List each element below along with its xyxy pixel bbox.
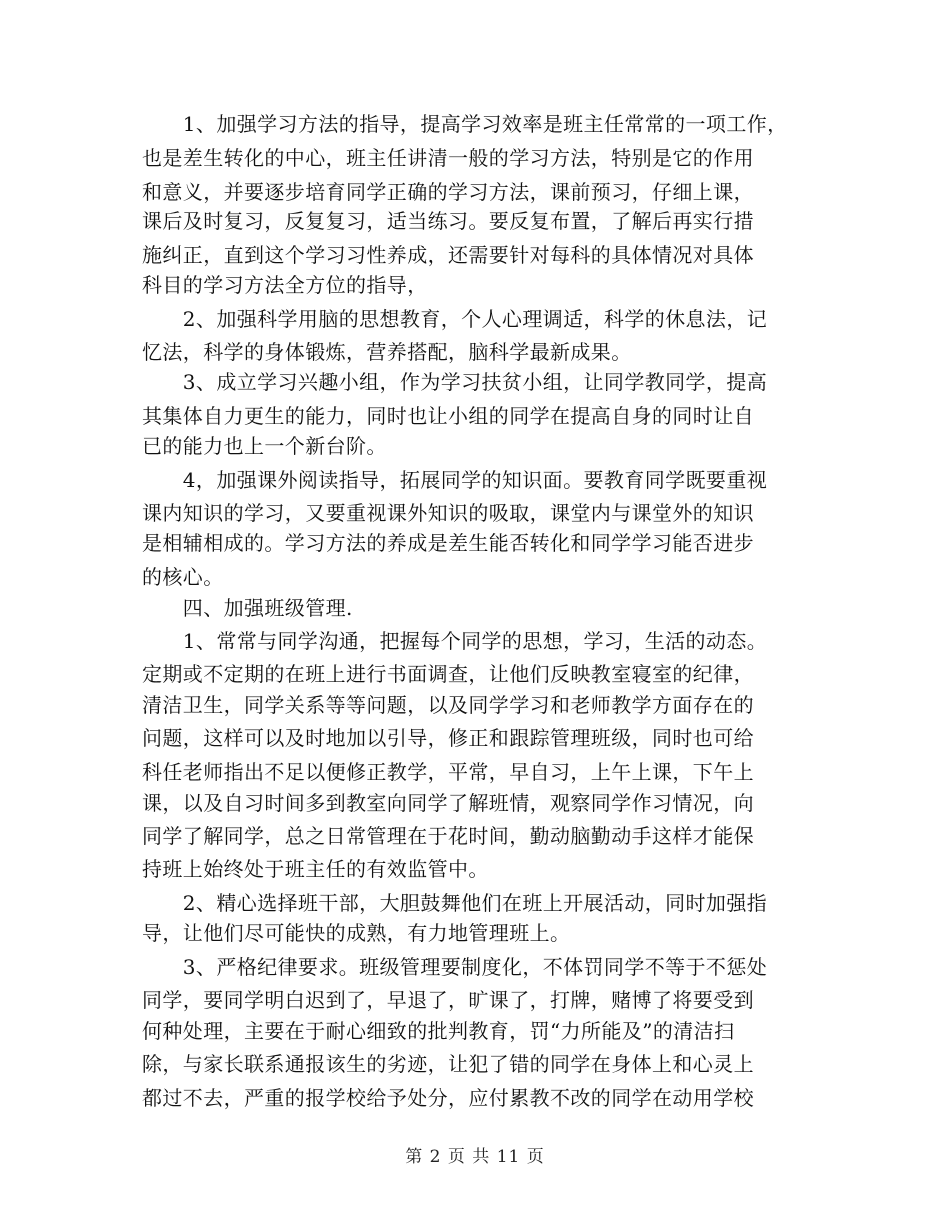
text-line: 1、常常与同学沟通，把握每个同学的思想，学习，生活的动态。 [142,629,768,653]
text-line: 和意义，并要逐步培育同学正确的学习方法，课前预习，仔细上课， [142,180,754,204]
text-line: 都过不去，严重的报学校给予处分，应付累教不改的同学在动用学校 [142,1086,754,1110]
text-line: 何种处理，主要在于耐心细致的批判教育，罚“力所能及”的清洁扫 [142,1019,735,1043]
text-line: 4，加强课外阅读指导，拓展同学的知识面。要教育同学既要重视 [142,468,768,492]
text-line: 忆法，科学的身体锻炼，营养搭配，脑科学最新成果。 [142,340,632,364]
text-line: 课内知识的学习，又要重视课外知识的吸取，课堂内与课堂外的知识 [142,501,754,525]
text-line: 定期或不定期的在班上进行书面调查，让他们反映教室寝室的纪律， [142,662,754,686]
text-line: 同学，要同学明白迟到了，早退了，旷课了，打牌，赌博了将要受到 [142,988,754,1012]
page-number-footer: 第 2 页 共 11 页 [405,1147,545,1167]
text-line: 科目的学习方法全方位的指导， [142,273,428,297]
text-line: 导，让他们尽可能快的成熟，有力地管理班上。 [142,921,571,945]
text-line: 3、成立学习兴趣小组，作为学习扶贫小组，让同学教同学，提高 [142,370,768,394]
text-line: 课，以及自习时间多到教室向同学了解班情，观察同学作习情况，向 [142,791,754,815]
text-line: 持班上始终处于班主任的有效监管中。 [142,857,489,881]
text-line: 同学了解同学，总之日常管理在于花时间，勤动脑勤动手这样才能保 [142,824,754,848]
text-line: 课后及时复习，反复复习，适当练习。要反复布置，了解后再实行措 [142,209,754,233]
text-line: 清洁卫生，同学关系等等问题，以及同学学习和老师教学方面存在的 [142,693,754,717]
text-line: 1、加强学习方法的指导，提高学习效率是班主任常常的一项工作， [142,112,788,136]
text-line: 也是差生转化的中心，班主任讲清一般的学习方法，特别是它的作用 [142,146,754,170]
text-line: 其集体自力更生的能力，同时也让小组的同学在提高自身的同时让自 [142,404,754,428]
text-line: 已的能力也上一个新台阶。 [142,434,387,458]
text-line: 施纠正，直到这个学习习性养成，还需要针对每科的具体情况对具体 [142,243,754,267]
text-line: 的核心。 [142,565,224,589]
text-line: 除，与家长联系通报该生的劣迹，让犯了错的同学在身体上和心灵上 [142,1052,754,1076]
text-line: 2、加强科学用脑的思想教育，个人心理调适，科学的休息法，记 [142,307,768,331]
section-heading: 四、加强班级管理. [142,596,353,620]
text-line: 是相辅相成的。学习方法的养成是差生能否转化和同学学习能否进步 [142,531,754,555]
text-line: 3、严格纪律要求。班级管理要制度化，不体罚同学不等于不惩处 [142,955,768,979]
text-line: 2、精心选择班干部，大胆鼓舞他们在班上开展活动，同时加强指 [142,891,768,915]
text-line: 问题，这样可以及时地加以引导，修正和跟踪管理班级，同时也可给 [142,726,754,750]
text-line: 科任老师指出不足以便修正教学，平常，早自习，上午上课，下午上 [142,760,754,784]
